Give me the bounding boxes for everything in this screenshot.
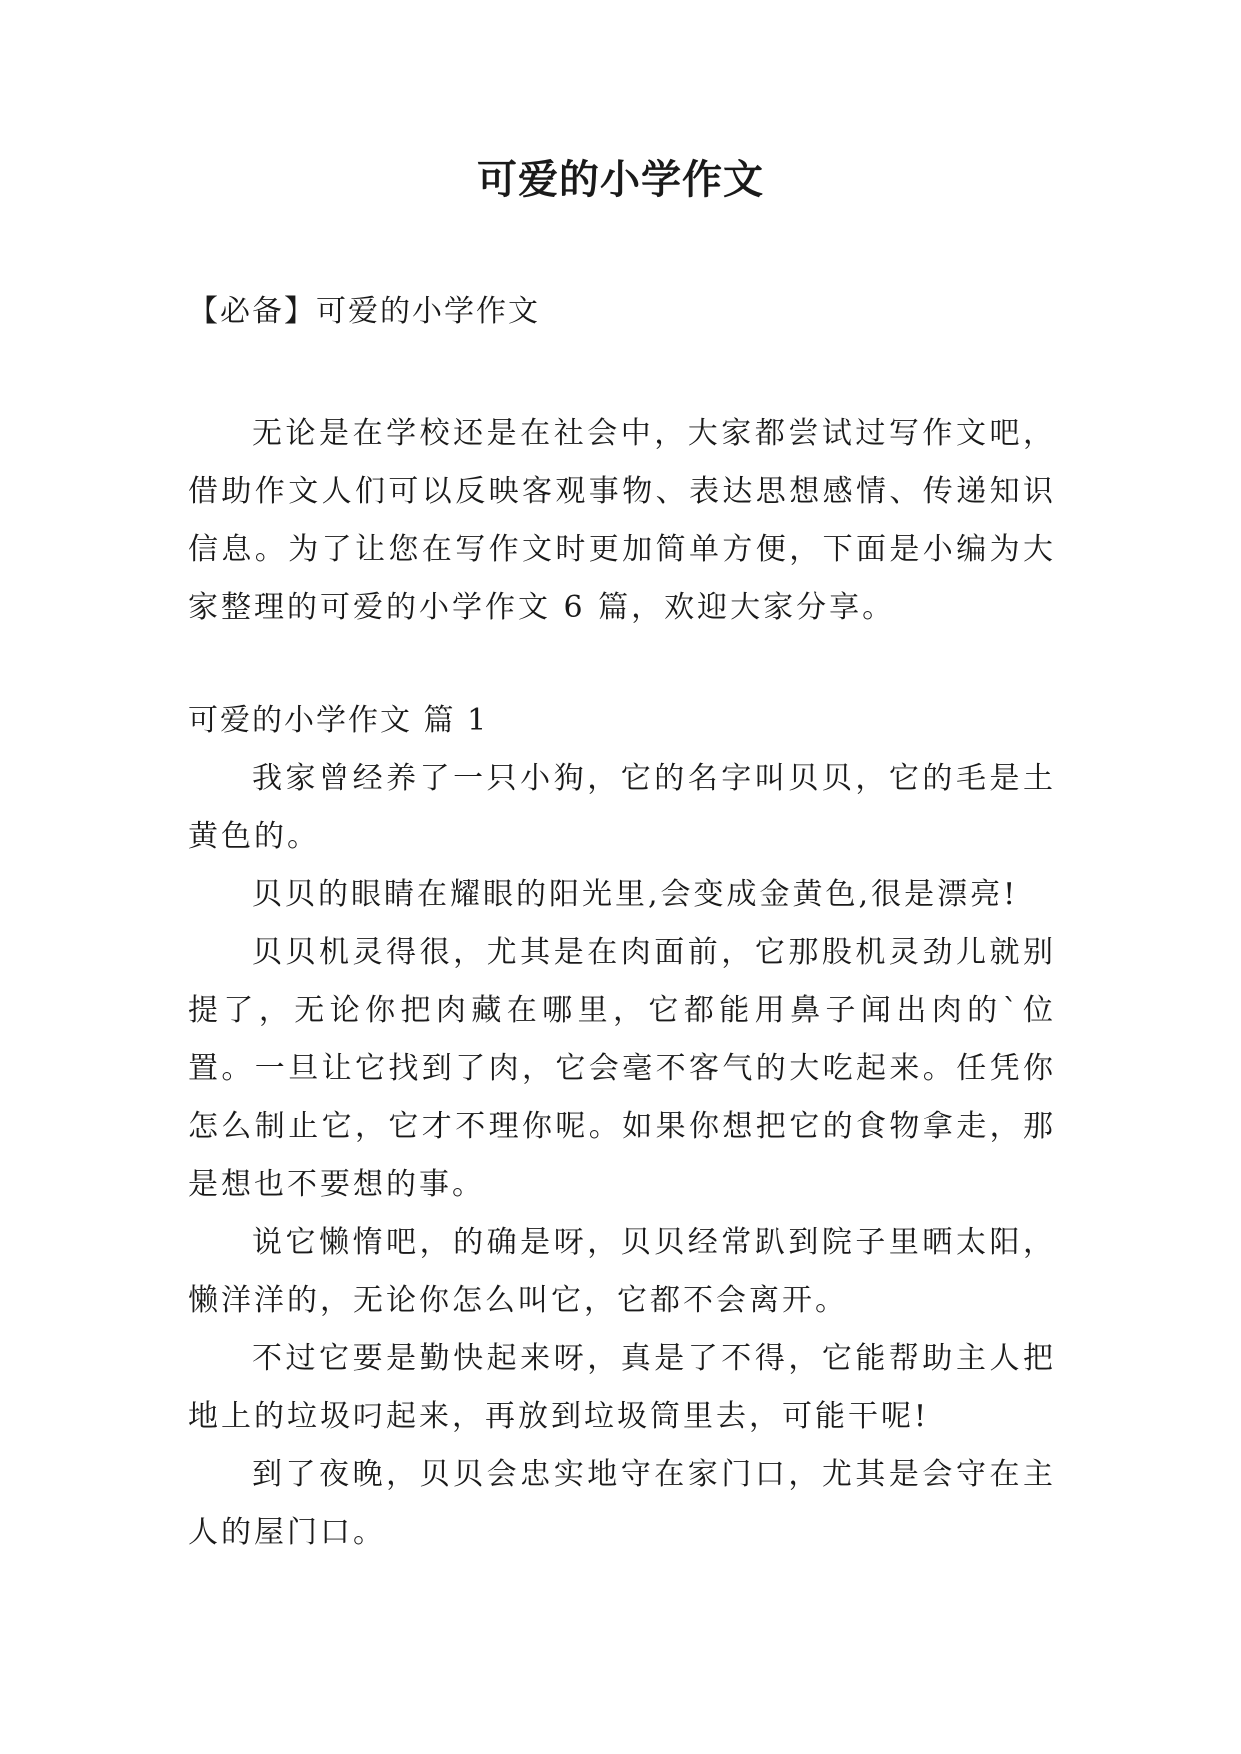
section-title: 可爱的小学作文 篇 1 bbox=[188, 703, 489, 738]
essay-paragraph-1: 我家曾经养了一只小狗，它的名字叫贝贝，它的毛是土黄色的。 bbox=[188, 761, 1056, 854]
essay-paragraph-2: 贝贝的眼睛在耀眼的阳光里,会变成金黄色,很是漂亮! bbox=[252, 877, 1019, 912]
document-title: 可爱的小学作文 bbox=[477, 157, 764, 203]
essay-paragraph-6: 到了夜晚，贝贝会忠实地守在家门口，尤其是会守在主人的屋门口。 bbox=[188, 1457, 1056, 1550]
document-subtitle: 【必备】可爱的小学作文 bbox=[188, 294, 540, 329]
essay-paragraph-4: 说它懒惰吧，的确是呀，贝贝经常趴到院子里晒太阳，懒洋洋的，无论你怎么叫它，它都不会离开。 bbox=[188, 1225, 1056, 1318]
essay-paragraph-3: 贝贝机灵得很，尤其是在肉面前，它那股机灵劲儿就别提了，无论你把肉藏在哪里，它都能用鼻子闻出肉的`位置。一旦让它找到了肉，它会毫不客气的大吃起来。任凭你怎么制止它，它才不理你呢。如果你想把它的食物拿走，那是想也不要想的事。 bbox=[188, 935, 1056, 1202]
essay-section bbox=[188, 692, 1056, 1562]
intro-paragraph: 无论是在学校还是在社会中，大家都尝试过写作文吧，借助作文人们可以反映客观事物、表达思想感情、传递知识信息。为了让您在写作文时更加简单方便，下面是小编为大家整理的可爱的小学作文 6 篇，欢迎大家分享。 bbox=[188, 416, 1056, 625]
intro-block bbox=[188, 405, 1056, 637]
essay-paragraph-5: 不过它要是勤快起来呀，真是了不得，它能帮助主人把地上的垃圾叼起来，再放到垃圾筒里去，可能干呢! bbox=[188, 1341, 1056, 1434]
